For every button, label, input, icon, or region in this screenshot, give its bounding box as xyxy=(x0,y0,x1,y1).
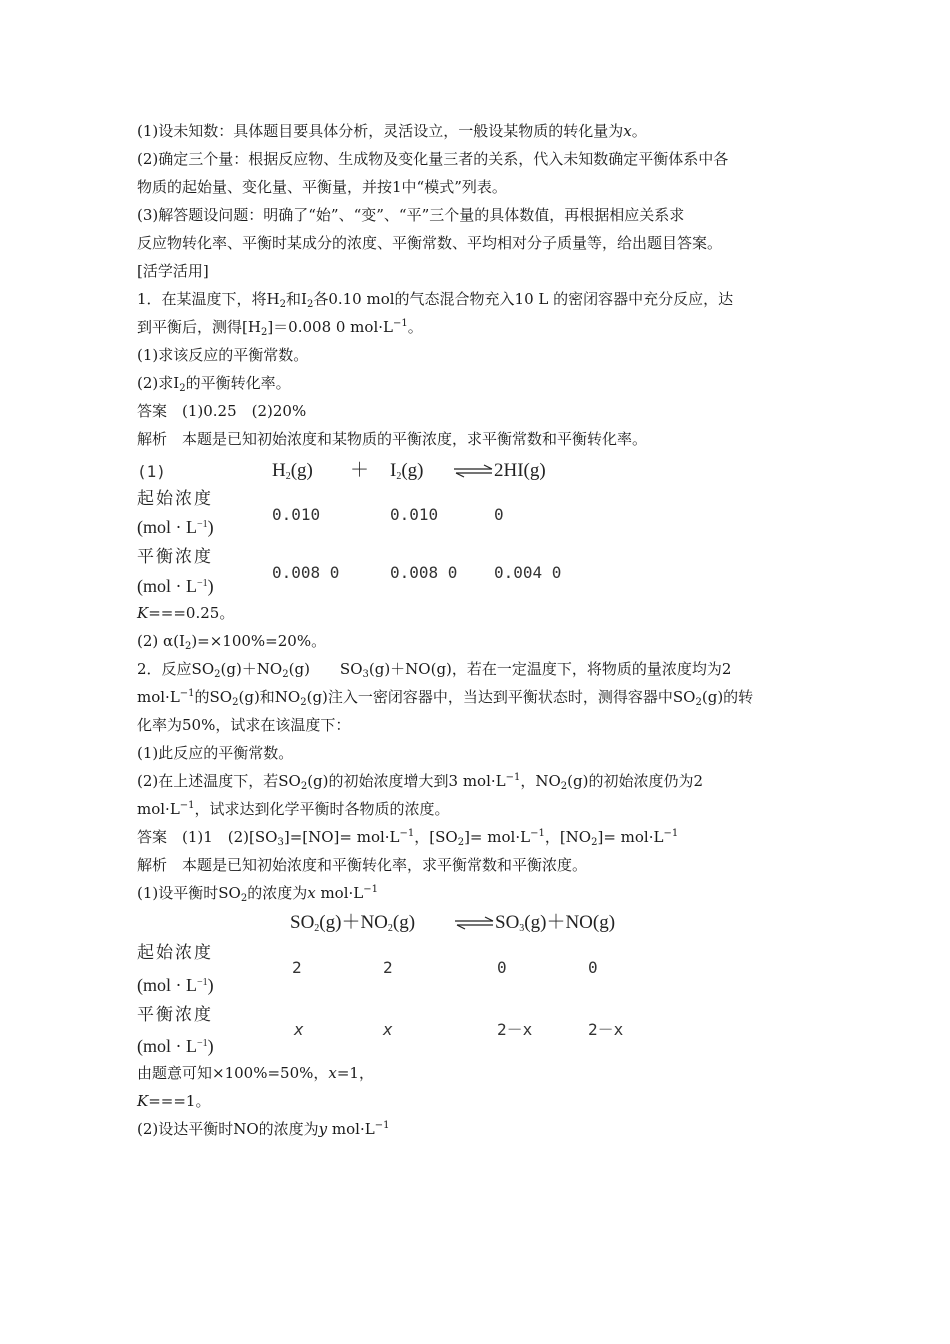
q1-line-1: 1．在某温度下，将$H_2$和$I_2$各0.10 mol的气态混合物充入10 L 的密闭容器中充分反应，达 xyxy=(137,290,734,310)
equilibrium-arrow-icon xyxy=(454,464,494,478)
q2-equation-right: $SO_3(g)+NO(g)$ xyxy=(495,912,616,934)
q2-sub-question-2-line-2: $mol\cdot L^{-1}$，试求达到化学平衡时各物质的浓度。 xyxy=(137,800,450,818)
q1-equation-plus: ＋ xyxy=(350,460,370,481)
equilibrium-arrow-icon xyxy=(455,916,495,930)
q1-k-result: K===0.25。 xyxy=(137,604,235,622)
intro-step-3-line-2: 反应物转化率、平衡时某成分的浓度、平衡常数、平均相对分子质量等，给出题目答案。 xyxy=(137,234,723,252)
q2-initial-no: 0 xyxy=(588,958,598,977)
q2-sub-question-2-line-1: (2)在上述温度下，若$SO_2(g)$的初始浓度增大到3 $mol\cdot L^{-1}$，$NO_2(g)$的初始浓度仍为2 xyxy=(137,772,704,792)
q2-row-initial-label: 起始浓度 xyxy=(137,943,213,963)
q1-table-label: (1) xyxy=(137,462,166,481)
q1-conversion-result: (2) $\alpha(I_2)=\times 100\%=20\%$。 xyxy=(137,632,327,652)
q2-equilibrium-so2: x xyxy=(294,1020,304,1039)
q2-row-equilibrium-unit: $(mol \cdot L^{-1})$ xyxy=(137,1036,214,1056)
q1-initial-hi: 0 xyxy=(494,505,504,524)
q1-row-equilibrium-unit: $(mol \cdot L^{-1})$ xyxy=(137,576,214,596)
q2-known-result: 由题意可知×100%=50%，x=1， xyxy=(137,1064,374,1082)
q1-equilibrium-h2: 0.008 0 xyxy=(272,563,340,582)
intro-step-1: (1)设未知数：具体题目要具体分析，灵活设立，一般设某物质的转化量为x。 xyxy=(137,122,647,140)
q2-assumption-2: (2)设达平衡时NO的浓度为y $mol\cdot L^{-1}$ xyxy=(137,1120,390,1138)
q1-answer: 答案 (1)0.25 (2)20% xyxy=(137,402,307,420)
q2-equation-left: $SO_2(g)+NO_2(g)$ xyxy=(290,912,416,934)
intro-step-3-line-1: (3)解答题设问题：明确了“始”、“变”、“平”三个量的具体数值，再根据相应关系求 xyxy=(137,206,685,224)
q1-row-equilibrium-label: 平衡浓度 xyxy=(137,547,213,567)
q2-k-result: K===1。 xyxy=(137,1092,211,1110)
q1-initial-i2: 0.010 xyxy=(390,505,439,524)
q2-initial-so2: 2 xyxy=(292,958,302,977)
q1-analysis: 解析 本题是已知初始浓度和某物质的平衡浓度，求平衡常数和平衡转化率。 xyxy=(137,430,648,448)
q2-initial-so3: 0 xyxy=(497,958,507,977)
q2-sub-question-1: (1)此反应的平衡常数。 xyxy=(137,744,294,762)
q1-sub-question-1: (1)求该反应的平衡常数。 xyxy=(137,346,309,364)
q1-initial-h2: 0.010 xyxy=(272,505,321,524)
q2-equilibrium-so3: 2－x xyxy=(497,1020,533,1039)
q1-equation-h2: $H_2(g)$ xyxy=(272,460,313,482)
q1-row-initial-unit: $(mol \cdot L^{-1})$ xyxy=(137,517,214,537)
q1-line-2: 到平衡后，测得$[H_2]=0.008$ 0 $mol\cdot L^{-1}$。 xyxy=(137,318,423,338)
q1-row-initial-label: 起始浓度 xyxy=(137,489,213,509)
q1-sub-question-2: (2)求$I_2$的平衡转化率。 xyxy=(137,374,291,394)
q1-equilibrium-hi: 0.004 0 xyxy=(494,563,562,582)
q1-equation-i2: $I_2(g)$ xyxy=(390,460,424,482)
q2-equilibrium-no: 2－x xyxy=(588,1020,624,1039)
q2-line-3: 化率为50%，试求在该温度下： xyxy=(137,716,351,734)
intro-step-2-line-1: (2)确定三个量：根据反应物、生成物及变化量三者的关系，代入未知数确定平衡体系中各 xyxy=(137,150,729,168)
intro-step-2-line-2: 物质的起始量、变化量、平衡量，并按1中“模式”列表。 xyxy=(137,178,507,196)
q1-equation-hi: 2HI(g) xyxy=(494,460,546,481)
q2-assumption-1: (1)设平衡时$SO_2$的浓度为x $mol\cdot L^{-1}$ xyxy=(137,884,378,904)
q2-answer: 答案 (1)1 $(2)[SO_3]=[NO]= mol\cdot L^{-1}$，$[SO_2]= mol\cdot L^{-1}$，$[NO_2]= mol\cdot L^{-1}$ xyxy=(137,828,679,848)
q2-line-2: $mol\cdot L^{-1}$的$SO_2(g)$和$NO_2(g)$注入一密闭容器中，当达到平衡状态时，测得容器中$SO_2(g)$的转 xyxy=(137,688,754,708)
q2-row-initial-unit: $(mol \cdot L^{-1})$ xyxy=(137,975,214,995)
q2-row-equilibrium-label: 平衡浓度 xyxy=(137,1005,213,1025)
q2-analysis: 解析 本题是已知初始浓度和平衡转化率，求平衡常数和平衡浓度。 xyxy=(137,856,588,874)
q2-initial-no2: 2 xyxy=(383,958,393,977)
section-heading: [活学活用] xyxy=(137,262,209,280)
q2-line-1: 2．反应$SO_2(g)+NO_2(g)$ $SO_3(g)+NO(g)$，若在一定温度下，将物质的量浓度均为2 xyxy=(137,660,732,680)
q2-equilibrium-no2: x xyxy=(383,1020,393,1039)
q1-equilibrium-i2: 0.008 0 xyxy=(390,563,458,582)
